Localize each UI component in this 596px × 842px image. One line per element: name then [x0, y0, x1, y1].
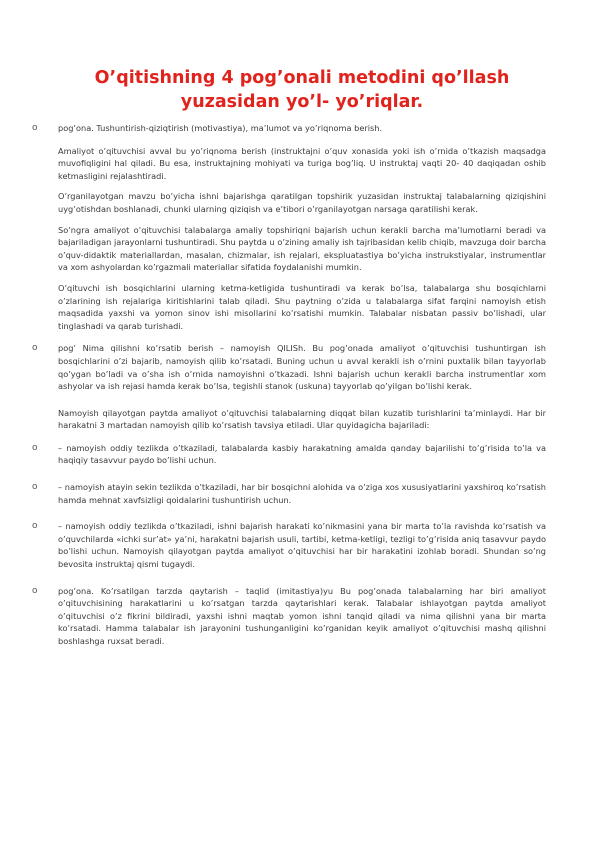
bullet-paragraph: [32, 481, 546, 506]
bullet-paragraph: [32, 442, 546, 467]
paragraph-text: – namoyish atayin sekin tezlikda o’tkaziladi, har bir bosqichni alohida va o’ziga xos xususiyatlarini yaxshiroq ko’rsatish hamda mehnat xavfsizligi qoidalarini tushuntirish uchun.: [58, 482, 546, 505]
bullet-marker: o: [32, 585, 38, 596]
paragraph: [58, 145, 546, 183]
bullet-marker: o: [32, 482, 38, 493]
paragraph-text: So’ngra amaliyot o’qituvchisi talabalarga amaliy topshiriqni bajarish uchun kerakli barcha ma’lumotlarni beradi va bajariladigan jarayonlarni tushuntiradi. Shu paytda u o’zining amaliy ish tajribasidan kelib chiqib, mavzuga doir barcha o’quv-didaktik materiallardan, masalan, chizmalar, ish rejalari, ekspluatastiya bo’yicha instrukstiyalar, instrumentlar va xom ashyolardan ko’rgazmali materiallar sifatida foydalanishi mumkin.: [58, 224, 546, 273]
paragraph: [58, 224, 546, 274]
paragraph: [58, 407, 546, 432]
bullet-paragraph: [32, 585, 546, 648]
paragraph-text: Namoyish qilayotgan paytda amaliyot o’qituvchisi talabalarning diqqat bilan kuzatib turishlarini ta’minlaydi. Har bir harakatni 3 martadan namoyish qilib ko’rsatish tavsiya etiladi. Ular quyidagicha bajariladi:: [58, 407, 546, 431]
bullet-marker: o: [32, 442, 38, 453]
paragraph: [58, 190, 546, 215]
paragraph: [58, 282, 546, 332]
paragraph-text: – namoyish oddiy tezlikda o’tkaziladi, talabalarda kasbiy harakatning amalda qanday bajarilishi to’g’risida to’la va haqiqiy tasavvur paydo bo’lishi uchun.: [58, 442, 546, 466]
paragraph-text: O’rganilayotgan mavzu bo’yicha ishni bajarishga qaratilgan topshirik yuzasidan instruktaj talabalarning qiziqishini uyg’otishdan boshlanadi, chunki ularning qiziqish va e’tibori o’rganilayotgan narsaga qaratilishi kerak.: [58, 191, 546, 214]
paragraph-text: pog’ Nima qilishni ko’rsatib berish – namoyish QILISh. Bu pog’onada amaliyot o’qituvchisi tushuntirgan ish bosqichlarini o’zi bajarib, namoyish qilib ko’rsatadi. Buning uchun u avval kerakli ish o’rnini puxtalik bilan tayyorlab qo’ygan bo’ladi va o’sha ish o’rnida namoyishni o’tkazadi. Ishni bajarish uchun kerakli barcha instrumentlar xom ashyolar va ish rejasi hamda kerak bo’lsa, tegishli stanok (uskuna) tayyorlab qo’yilgan bo’lishi kerak.: [58, 343, 546, 392]
paragraph-text: Amaliyot o’qituvchisi avval bu yo’riqnoma berish (instruktajni o’quv xonasida yoki ish o’rnida o’tkazish maqsadga muvofiqligini hal qiladi. Bu esa, instruktajning mohiyati va turiga bog’liq. U instruktaj vaqti 20- 40 daqiqadan oshib ketmasligini rejalashtiradi.: [58, 145, 546, 181]
bullet-marker: o: [32, 521, 38, 532]
paragraph-text: pog’ona. Tushuntirish-qiziqtirish (motivastiya), ma’lumot va yo’riqnoma berish.: [58, 123, 383, 133]
paragraph-text: pog’ona. Ko’rsatilgan tarzda qaytarish – taqlid (imitastiya)yu Bu pog’onada talabalarning har biri amaliyot o’qituvchisining harakatlarini u ko’rsatgan tarzda qaytarishlari kerak. Talabalar ishlayotgan paytda amaliyot o’qituvchisi o’z fikrini bildiradi, yaxshi ishni maqtab yomon ishni tanqid qiladi va nima qilishni yana bir marta ko’rsatadi. Hamma talabalar ish jarayonini tushunganligini ko’rganidan keyik amaliyot o’qituvchisi mashq qilishni boshlashga ruxsat beradi.: [58, 585, 546, 646]
bullet-paragraph: [32, 342, 546, 392]
bullet-paragraph: [32, 122, 546, 135]
bullet-marker: o: [32, 343, 38, 354]
document-title: O’qitishning 4 pog’onali metodini qo’llash yuzasidan yo’l- yo’riqlar.: [94, 68, 510, 112]
bullet-marker: o: [32, 123, 38, 133]
paragraph-text: O’qituvchi ish bosqichlarini ularning ketma-ketligida tushuntiradi va kerak bo’lsa, talabalarga shu bosqichlarni o’zlarining ish rejalariga kiritishlarini talab qiladi. Shu paytning o’zida u talabalarga sifat farqini namoyish etish maqsadida yaxshi va yomon sinov ishi misollarini ko’rsatishi mumkin. Talabalar nisbatan passiv bo’lishadi, ular tinglashadi va qarab turishadi.: [58, 282, 546, 331]
paragraph-text: – namoyish oddiy tezlikda o’tkaziladi, ishni bajarish harakati ko’nikmasini yana bir marta to’la ravishda ko’rsatish va o’quvchilarda «ichki sur’at» ya’ni, harakatni bajarish usuli, tartibi, ketma-ketligi, tezligi to’g’risida aniq tasavvur paydo bo’lishi uchun. Namoyish qilayotgan paytda amaliyot o’qituvchisi har bir harakatini izohlab boradi. Shundan so’ng bevosita instruktaj qismi tugaydi.: [58, 521, 546, 570]
bullet-paragraph: [32, 520, 546, 570]
